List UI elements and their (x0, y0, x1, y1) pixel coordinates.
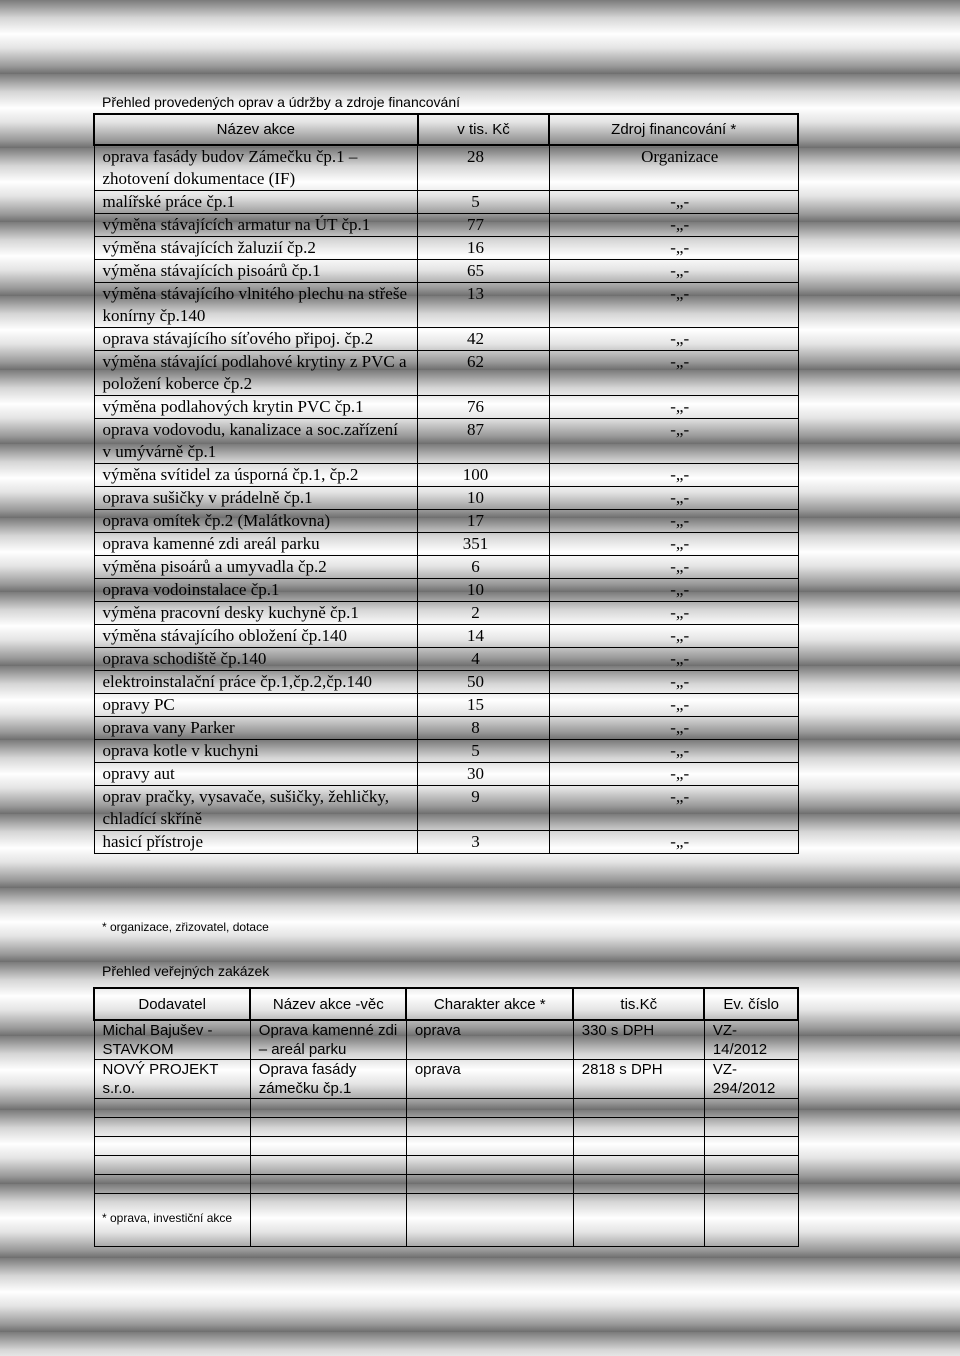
amount-cell: 17 (418, 510, 550, 533)
funding-source-cell: -„- (549, 602, 798, 625)
action-name-cell: oprava sušičky v prádelně čp.1 (94, 487, 418, 510)
funding-source-cell: -„- (549, 763, 798, 786)
action-name-cell: výměna stávajících pisoárů čp.1 (94, 260, 418, 283)
funding-source-cell: -„- (549, 786, 798, 831)
empty-cell (250, 1156, 406, 1175)
table-row (94, 831, 798, 854)
amount-cell: 5 (418, 740, 550, 763)
amount-cell: 10 (418, 579, 550, 602)
table-row (94, 283, 798, 328)
contract-type-cell: oprava (406, 1060, 573, 1099)
empty-cell (406, 1118, 573, 1137)
empty-row (94, 1118, 798, 1137)
action-name-cell: výměna pracovní desky kuchyně čp.1 (94, 602, 418, 625)
repairs-body (94, 145, 798, 854)
repairs-heading: Přehled provedených oprav a údržby a zdroje financování (102, 94, 460, 110)
amount-cell: 351 (418, 533, 550, 556)
funding-source-cell: -„- (549, 625, 798, 648)
action-name-cell: výměna podlahových krytin PVC čp.1 (94, 396, 418, 419)
table-row (94, 717, 798, 740)
action-name-cell: oprava vany Parker (94, 717, 418, 740)
amount-cell: 2 (418, 602, 550, 625)
empty-cell (704, 1137, 798, 1156)
empty-cell (94, 1137, 250, 1156)
header-registration-number: Ev. číslo (704, 988, 798, 1020)
empty-cell (250, 1175, 406, 1194)
action-name-cell: oprava schodiště čp.140 (94, 648, 418, 671)
funding-source-cell: -„- (549, 510, 798, 533)
amount-cell: 8 (418, 717, 550, 740)
funding-source-cell: -„- (549, 556, 798, 579)
action-name-cell: výměna stávající podlahové krytiny z PVC a položení koberce čp.2 (94, 351, 418, 396)
action-name-cell: oprava kotle v kuchyni (94, 740, 418, 763)
table-row (94, 786, 798, 831)
action-name-cell: opravy aut (94, 763, 418, 786)
table-row (94, 351, 798, 396)
empty-cell (406, 1156, 573, 1175)
table-row (94, 191, 798, 214)
table-row (94, 694, 798, 717)
header-contract-amount: tis.Kč (573, 988, 704, 1020)
empty-cell (94, 1175, 250, 1194)
empty-cell (94, 1156, 250, 1175)
action-name-cell: výměna pisoárů a umyvadla čp.2 (94, 556, 418, 579)
action-name-cell: malířské práce čp.1 (94, 191, 418, 214)
empty-row (94, 1156, 798, 1175)
amount-cell: 3 (418, 831, 550, 854)
contract-amount-cell: 330 s DPH (573, 1020, 704, 1060)
repairs-header-row (94, 114, 798, 145)
funding-source-cell: -„- (549, 328, 798, 351)
header-contract-type: Charakter akce * (406, 988, 573, 1020)
empty-cell (573, 1175, 704, 1194)
empty-cell (250, 1118, 406, 1137)
header-contract-name: Název akce -věc (250, 988, 406, 1020)
contracts-heading: Přehled veřejných zakázek (102, 963, 270, 979)
empty-cell (250, 1194, 406, 1247)
table-row (94, 419, 798, 464)
empty-cell (406, 1137, 573, 1156)
amount-cell: 4 (418, 648, 550, 671)
funding-source-cell: -„- (549, 671, 798, 694)
amount-cell: 5 (418, 191, 550, 214)
funding-source-cell: -„- (549, 717, 798, 740)
table-row (94, 671, 798, 694)
funding-source-cell: -„- (549, 740, 798, 763)
contract-name-cell: Oprava fasády zámečku čp.1 (250, 1060, 406, 1099)
empty-row (94, 1137, 798, 1156)
funding-source-cell: -„- (549, 191, 798, 214)
funding-source-cell: -„- (549, 260, 798, 283)
empty-cell (704, 1118, 798, 1137)
table-row (94, 464, 798, 487)
contracts-table (93, 987, 799, 1247)
action-name-cell: oprava stávajícího síťového připoj. čp.2 (94, 328, 418, 351)
table-row (94, 510, 798, 533)
contract-type-cell: oprava (406, 1020, 573, 1060)
funding-source-cell: -„- (549, 464, 798, 487)
supplier-cell: NOVÝ PROJEKT s.r.o. (94, 1060, 250, 1099)
amount-cell: 42 (418, 328, 550, 351)
amount-cell: 28 (418, 145, 550, 191)
table-row (94, 396, 798, 419)
funding-source-cell: -„- (549, 237, 798, 260)
action-name-cell: oprava vodovodu, kanalizace a soc.zařízení v umývárně čp.1 (94, 419, 418, 464)
action-name-cell: výměna stávajících armatur na ÚT čp.1 (94, 214, 418, 237)
header-funding-source: Zdroj financování * (549, 114, 798, 145)
empty-cell (704, 1156, 798, 1175)
empty-cell (573, 1137, 704, 1156)
action-name-cell: výměna svítidel za úsporná čp.1, čp.2 (94, 464, 418, 487)
table-row (94, 1060, 798, 1099)
funding-source-cell: -„- (549, 214, 798, 237)
funding-source-cell: -„- (549, 694, 798, 717)
table-row (94, 602, 798, 625)
header-action-name: Název akce (94, 114, 418, 145)
header-amount: v tis. Kč (418, 114, 550, 145)
action-name-cell: oprava omítek čp.2 (Malátkovna) (94, 510, 418, 533)
funding-source-cell: -„- (549, 579, 798, 602)
table-row (94, 260, 798, 283)
table-row (94, 648, 798, 671)
table-row (94, 556, 798, 579)
funding-source-cell: -„- (549, 396, 798, 419)
table-row (94, 625, 798, 648)
action-name-cell: výměna stávajících žaluzií čp.2 (94, 237, 418, 260)
amount-cell: 14 (418, 625, 550, 648)
contract-name-cell: Oprava kamenné zdi – areál parku (250, 1020, 406, 1060)
amount-cell: 76 (418, 396, 550, 419)
action-name-cell: oprava vodoinstalace čp.1 (94, 579, 418, 602)
empty-cell (406, 1099, 573, 1118)
table-row (94, 237, 798, 260)
table-row (94, 328, 798, 351)
action-name-cell: hasicí přístroje (94, 831, 418, 854)
registration-number-cell: VZ- 294/2012 (704, 1060, 798, 1099)
empty-cell (704, 1099, 798, 1118)
funding-source-cell: -„- (549, 283, 798, 328)
empty-cell (573, 1099, 704, 1118)
table-row (94, 1020, 798, 1060)
amount-cell: 9 (418, 786, 550, 831)
amount-cell: 10 (418, 487, 550, 510)
empty-cell (704, 1175, 798, 1194)
amount-cell: 13 (418, 283, 550, 328)
action-name-cell: oprav pračky, vysavače, sušičky, žehličky, chladící skříně (94, 786, 418, 831)
registration-number-cell: VZ- 14/2012 (704, 1020, 798, 1060)
empty-cell (250, 1137, 406, 1156)
empty-cell (250, 1099, 406, 1118)
empty-cell (573, 1194, 704, 1247)
amount-cell: 6 (418, 556, 550, 579)
empty-row (94, 1175, 798, 1194)
amount-cell: 50 (418, 671, 550, 694)
header-supplier: Dodavatel (94, 988, 250, 1020)
table-row (94, 579, 798, 602)
amount-cell: 87 (418, 419, 550, 464)
amount-cell: 15 (418, 694, 550, 717)
amount-cell: 16 (418, 237, 550, 260)
empty-row (94, 1099, 798, 1118)
funding-source-cell: -„- (549, 487, 798, 510)
amount-cell: 77 (418, 214, 550, 237)
empty-cell (406, 1194, 573, 1247)
table-row (94, 763, 798, 786)
table-row (94, 740, 798, 763)
funding-source-cell: -„- (549, 351, 798, 396)
empty-cell (94, 1118, 250, 1137)
action-name-cell: výměna stávajícího vlnitého plechu na střeše konírny čp.140 (94, 283, 418, 328)
repairs-footnote: * organizace, zřizovatel, dotace (102, 920, 269, 934)
table-row (94, 533, 798, 556)
contracts-footnote: * oprava, investiční akce (102, 1211, 233, 1225)
empty-cell (704, 1194, 798, 1247)
amount-cell: 30 (418, 763, 550, 786)
empty-cell (573, 1118, 704, 1137)
table-row (94, 214, 798, 237)
funding-source-cell: -„- (549, 533, 798, 556)
funding-source-cell: -„- (549, 831, 798, 854)
action-name-cell: oprava kamenné zdi areál parku (94, 533, 418, 556)
action-name-cell: opravy PC (94, 694, 418, 717)
supplier-cell: Michal Bajušev - STAVKOM (94, 1020, 250, 1060)
action-name-cell: elektroinstalační práce čp.1,čp.2,čp.140 (94, 671, 418, 694)
action-name-cell: výměna stávajícího obložení čp.140 (94, 625, 418, 648)
amount-cell: 62 (418, 351, 550, 396)
repairs-table (93, 113, 799, 854)
empty-cell (406, 1175, 573, 1194)
table-row (94, 145, 798, 191)
contract-amount-cell: 2818 s DPH (573, 1060, 704, 1099)
empty-cell (573, 1156, 704, 1175)
empty-cell (94, 1099, 250, 1118)
funding-source-cell: -„- (549, 648, 798, 671)
table-row (94, 487, 798, 510)
funding-source-cell: -„- (549, 419, 798, 464)
amount-cell: 65 (418, 260, 550, 283)
funding-source-cell: Organizace (549, 145, 798, 191)
contracts-header-row (94, 988, 798, 1020)
amount-cell: 100 (418, 464, 550, 487)
action-name-cell: oprava fasády budov Zámečku čp.1 – zhotovení dokumentace (IF) (94, 145, 418, 191)
